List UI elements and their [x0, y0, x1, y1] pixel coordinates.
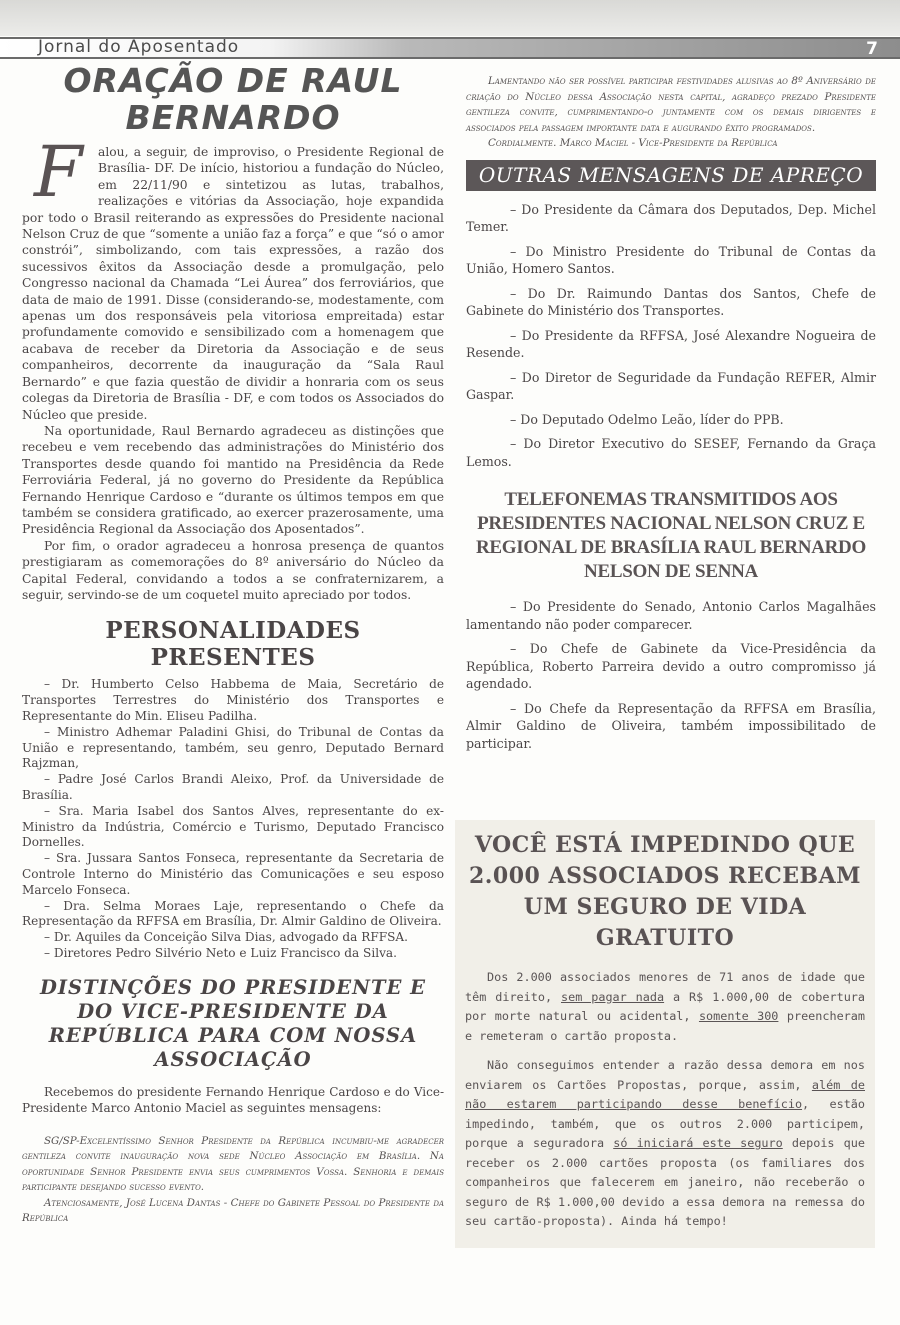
- notice-paragraph: [465, 968, 865, 1046]
- vice-president-message: [466, 74, 876, 152]
- message-signature: Cordialmente. Marco Maciel - Vice-Presidente da República: [488, 137, 778, 149]
- list-item: – Dr. Aquiles da Conceição Silva Dias, advogado da RFFSA.: [44, 930, 408, 945]
- list-item: – Do Ministro Presidente do Tribunal de Contas da União, Homero Santos.: [466, 243, 876, 276]
- masthead-title: Jornal do Aposentado: [38, 37, 240, 57]
- list-item: – Ministro Adhemar Paladini Ghisi, do Tribunal de Contas da União e representando, também, seu genro, Deputado Bernard Rajzman,: [22, 724, 444, 771]
- masthead-bar: [0, 37, 900, 59]
- distincoes-intro: [22, 1084, 444, 1116]
- message-text: Lamentando não ser possível participar festividades alusivas ao 8º Aniversário de criação do Núcleo dessa Associação nesta capital, agradeço prezado Presidente gentileza convite, cumprimentando-o juntamente com os demais dirigentes e associados pela passagem importante data e augurando êxito programados.: [466, 75, 876, 134]
- notice-body: [455, 968, 875, 1232]
- list-item: – Do Dr. Raimundo Dantas dos Santos, Chefe de Gabinete do Ministério dos Transportes.: [466, 285, 876, 318]
- list-item: – Do Diretor Executivo do SESEF, Fernando da Graça Lemos.: [466, 436, 876, 469]
- lead-text: alou, a seguir, de improviso, o Presidente Regional de Brasília- DF. De início, historiou a fundação do Núcleo, em 22/11/90 e sintetizou as lutas, trabalhos, realizações e vitórias da Associação, hoje expandida por todo o Brasil reiterando as expressões do Presidente nacional Nelson Cruz de que “somente a união faz a força” e que “só o amor constrói”, simbolizando, com tais expressões, a razão dos sucessivos êxitos da Associação desde a promulgação, pelo Congresso nacional da Chamada “Lei Áurea” dos ferroviários, que data de maio de 1991. Disse (considerando-se, modestamente, com apenas um dos responsáveis pela vitoriosa empreitada) estar profundamente comovido e sensibilizado com a homenagem que acabava de receber da Diretoria da Associação e de seus companheiros, decorrente da inauguração da “Sala Raul Bernardo” e que fazia questão de dividir a honraria com os seus colegas da Diretoria de Brasília - DF, e com todos os Associados do Núcleo que preside.: [22, 145, 444, 422]
- personalidades-list: [22, 677, 444, 961]
- article-paragraph: Na oportunidade, Raul Bernardo agradeceu as distinções que recebeu e vem recebendo das administrações do Ministério dos Transportes desde quando foi mantido na Presidência da Rede Ferroviária Federal, já no governo do Presidente da República Fernando Henrique Cardoso e “durante os últimos tempos em que também se considera gratificado, ao exercer prazerosamente, uma Presidência Regional da Associação dos Aposentados”.: [22, 423, 444, 537]
- article-paragraph: Por fim, o orador agradeceu a honrosa presença de quantos prestigiaram as comemorações do 8º aniversário do Núcleo da Capital Federal, convidando a todos a se confraternizarem, a seguir, servindo-se de um coquetel muito apreciado por todos.: [22, 538, 444, 602]
- list-item: – Do Diretor de Seguridade da Fundação REFER, Almir Gaspar.: [466, 369, 876, 402]
- notice-paragraph: [465, 1056, 865, 1232]
- list-item: – Do Presidente da RFFSA, José Alexandre Nogueira de Resende.: [466, 327, 876, 360]
- underlined-text: sem pagar nada: [561, 989, 665, 1004]
- list-item: – Dra. Selma Moraes Laje, representando o Chefe da Representação da RFFSA em Brasília, Dr. Almir Galdino de Oliveira.: [22, 898, 444, 929]
- article-body: [22, 423, 444, 603]
- personalidades-heading: PERSONALIDADES PRESENTES: [105, 617, 361, 672]
- outras-heading: OUTRAS MENSAGENS DE APREÇO: [466, 160, 876, 191]
- article-lead: [22, 131, 444, 423]
- text-run: preencheram e remeteram o cartão proposta.: [465, 1009, 865, 1043]
- left-column: [22, 62, 444, 1227]
- telefonemas-list: [466, 598, 876, 752]
- list-item: – Diretores Pedro Silvério Neto e Luiz Francisco da Silva.: [44, 945, 397, 960]
- message-signature: Atenciosamente, José Lucena Dantas - Chefe do Gabinete Pessoal do Presidente da República: [22, 1196, 444, 1225]
- distincoes-heading: DISTINÇÕES DO PRESIDENTE E DO VICE-PRESIDENTE DA REPÚBLICA PARA COM NOSSA ASSOCIAÇÃO: [39, 975, 427, 1071]
- notice-title: VOCÊ ESTÁ IMPEDINDO QUE 2.000 ASSOCIADOS RECEBAM UM SEGURO DE VIDA GRATUITO: [468, 832, 862, 951]
- list-item: – Sra. Maria Isabel dos Santos Alves, representante do ex-Ministro da Indústria, Comércio e Turismo, Deputado Francisco Dornelles.: [22, 803, 444, 850]
- list-item: – Dr. Humberto Celso Habbema de Maia, Secretário de Transportes Terrestres do Ministério dos Transportes e Representante do Min. Eliseu Padilha.: [22, 677, 444, 723]
- message-text: SG/SP-Excelentíssimo Senhor Presidente da República incumbiu-me agradecer gentileza convite inauguração nova sede Núcleo Associação em Brasília. Na oportunidade Senhor Presidente envia seus cumprimentos Vossa. Senhoria e demais participante desejando sucesso evento.: [22, 1134, 444, 1194]
- right-column: [466, 74, 876, 759]
- text-run: Não conseguimos entender a razão dessa demora em nos enviarem os Cartões Propostas, porque, assim,: [465, 1058, 865, 1092]
- telefonemas-heading: TELEFONEMAS TRANSMITIDOS AOS PRESIDENTES NACIONAL NELSON CRUZ E REGIONAL DE BRASÍLIA RAUL BERNARDO NELSON DE SENNA: [476, 489, 866, 582]
- article-title: ORAÇÃO DE RAUL BERNARDO: [63, 61, 403, 137]
- text-run: depois que receber os 2.000 cartões proposta (os familiares dos companheiros que falecerem em janeiro, não receberão o seguro de R$ 1.000,00 devido a essa demora na remessa do seu cartão-proposta). Ainda há tempo!: [465, 1136, 865, 1228]
- list-item: – Do Chefe de Gabinete da Vice-Presidência da República, Roberto Parreira devido a outro compromisso já agendado.: [466, 641, 876, 691]
- president-message: [22, 1134, 444, 1227]
- list-item: – Padre José Carlos Brandi Aleixo, Prof. da Universidade de Brasília.: [22, 772, 444, 802]
- drop-cap: F: [34, 131, 83, 213]
- list-item: – Sra. Jussara Santos Fonseca, representante da Secretaria de Controle Interno do Ministério das Comunicações e seu esposo Marcelo Fonseca.: [22, 851, 444, 897]
- list-item: – Do Chefe da Representação da RFFSA em Brasília, Almir Galdino de Oliveira, também impossibilitado de participar.: [466, 700, 876, 751]
- list-item: – Do Presidente do Senado, Antonio Carlos Magalhães lamentando não poder comparecer.: [466, 599, 876, 632]
- text-run: a R$ 1.000,00 de cobertura por morte natural ou acidental,: [465, 989, 865, 1023]
- list-item: – Do Presidente da Câmara dos Deputados, Dep. Michel Temer.: [466, 201, 876, 234]
- page-top-shadow: [0, 0, 900, 36]
- insurance-notice-box: [455, 820, 875, 1248]
- underlined-text: além de não estarem participando desse benefício: [465, 1077, 865, 1111]
- text-run: , estão impedindo, também, que os outros 2.000 participem, porque a seguradora: [465, 1097, 866, 1150]
- intro-text: Recebemos do presidente Fernando Henrique Cardoso e do Vice-Presidente Marco Antonio Maciel as seguintes mensagens:: [22, 1084, 444, 1115]
- outras-list: [466, 201, 876, 471]
- text-run: Dos 2.000 associados menores de 71 anos de idade que têm direito,: [465, 970, 865, 1004]
- list-item: – Do Deputado Odelmo Leão, líder do PPB.: [510, 411, 784, 427]
- underlined-text: somente 300: [698, 1009, 779, 1023]
- page-number: 7: [866, 39, 878, 59]
- underlined-text: só iniciará este seguro: [613, 1136, 783, 1150]
